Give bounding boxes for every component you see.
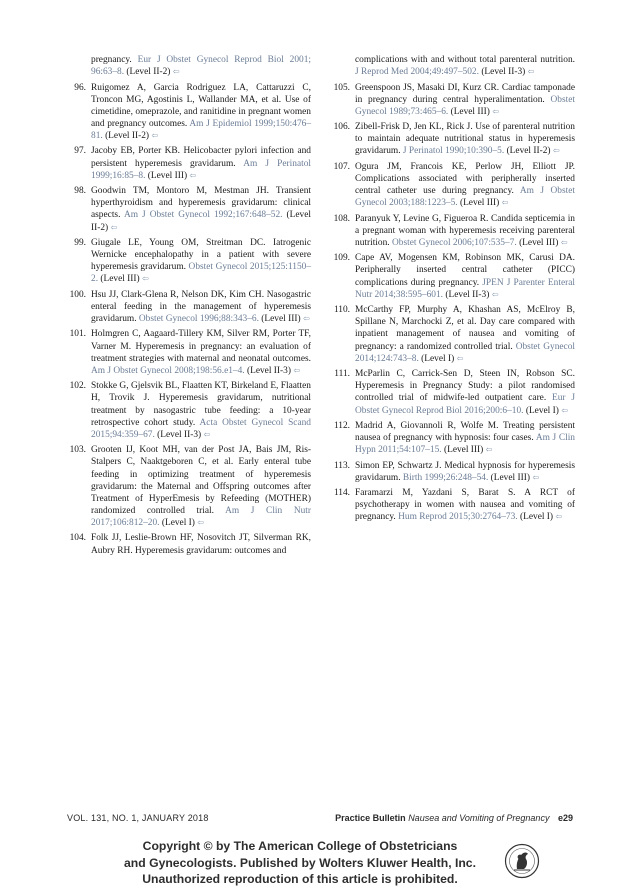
evidence-level: (Level I) [421, 353, 455, 364]
reference-number: 106. [333, 122, 350, 133]
reference-item [67, 237, 311, 286]
journal-citation-link[interactable]: Am J Epidemiol 1999;150:476–81. [91, 118, 312, 142]
journal-citation-link[interactable]: Obstet Gynecol 2006;107:535–7. [391, 237, 517, 248]
reference-column-left [67, 54, 311, 560]
back-arrow-icon[interactable]: ⇦ [302, 314, 310, 324]
journal-citation-link[interactable]: Am J Obstet Gynecol 2003;188:1223–5. [355, 186, 576, 209]
back-arrow-icon[interactable]: ⇦ [142, 274, 149, 284]
copyright-line-1: Copyright © by The American College of Obstetricians [142, 839, 458, 853]
reference-text: Hsu JJ, Clark-Glena R, Nelson DK, Kim CH. Nasogastric enteral feeding in the management of hyperemesis gravidarum. [91, 289, 311, 325]
reference-item [331, 487, 575, 523]
journal-citation-link[interactable]: Eur J Obstet Gynecol Reprod Biol 2001; 96:63–8. [91, 55, 311, 78]
footer-volume: VOL. 131, NO. 1, JANUARY 2018 [67, 813, 209, 823]
reference-text: Faramarzi M, Yazdani S, Barat S. A RCT of psychotherapy in women with nausea and vomiting of pregnancy. [355, 488, 575, 523]
journal-citation-link[interactable]: Eur J Obstet Gynecol Reprod Biol 2016;200:6–10. [355, 393, 576, 416]
reference-item [331, 460, 575, 484]
reference-text: Giugale LE, Young OM, Streitman DC. Iatrogenic Wernicke encephalopathy in a patient with severe hyperemesis gravidarum. [91, 237, 311, 273]
reference-item [67, 82, 311, 143]
back-arrow-icon[interactable]: ⇦ [492, 106, 499, 116]
evidence-level: (Level III) [519, 237, 559, 248]
journal-citation-link[interactable]: Hum Reprod 2015;30:2764–73. [398, 512, 518, 523]
reference-text: Holmgren C, Aagaard-Tillery KM, Silver RM, Porter TF, Varner M. Hyperemesis in pregnancy: an evaluation of treatment strategies with maternal and neonatal outcomes. [91, 329, 311, 364]
evidence-level: (Level II-3) [481, 67, 526, 78]
reference-text: Ruigomez A, Garcia Rodriguez LA, Cattaruzzi C, Troncon MG, Agostinis L, Wallander MA, et al. Use of cimetidine, omeprazole, and ranitidine in pregnant women and pregnancy outcomes. [91, 82, 311, 129]
reference-number: 109. [333, 253, 350, 264]
evidence-level: (Level II-3) [246, 365, 291, 376]
journal-citation-link[interactable]: J Reprod Med 2004;49:497–502. [355, 67, 479, 78]
back-arrow-icon[interactable]: ⇦ [532, 472, 540, 482]
journal-citation-link[interactable]: Obstet Gynecol 1989;73:465–6. [355, 94, 575, 117]
journal-citation-link[interactable]: Am J Clin Hypn 2011;54:107–15. [355, 433, 575, 456]
reference-number: 97. [74, 146, 86, 157]
journal-citation-link[interactable]: Birth 1999;26:248–54. [402, 472, 489, 483]
reference-number: 110. [333, 305, 350, 316]
reference-item [331, 161, 575, 210]
reference-text: Cape AV, Mogensen KM, Robinson MK, Carusi DA. Peripherally inserted central catheter (PICC) complications during pregnancy. [355, 253, 575, 288]
reference-item [331, 121, 575, 157]
reference-text: McParlin C, Carrick-Sen D, Steen IN, Robson SC. Hyperemesis in Pregnancy Study: a pilot randomised controlled trial of midwife-led outpatient care. [355, 369, 575, 404]
reference-item [67, 444, 311, 529]
back-arrow-icon[interactable]: ⇦ [293, 365, 301, 375]
reference-number: 113. [333, 460, 350, 471]
journal-citation-link[interactable]: Am J Perinatol 1999;16:85–8. [91, 158, 311, 181]
evidence-level: (Level III) [100, 274, 140, 285]
back-arrow-icon[interactable]: ⇦ [172, 67, 180, 77]
footer-topic: Nausea and Vomiting of Pregnancy [408, 813, 550, 823]
journal-citation-link[interactable]: Obstet Gynecol 2015;125:1150–2. [91, 262, 312, 285]
back-arrow-icon[interactable]: ⇦ [197, 518, 204, 528]
reference-text: Grooten IJ, Koot MH, van der Post JA, Bais JM, Ris-Stalpers C, Naaktgeboren C, et al. Early enteral tube feeding in optimizing treatment of hyperemesis gravidarum: the Maternal and Offspring outcomes after Treatment of HyperEmesis by Refeeding (MOTHER) randomized controlled trial. [91, 445, 311, 516]
reference-number: 108. [333, 213, 350, 224]
reference-number: 111. [334, 369, 350, 380]
reference-continuation [331, 54, 575, 78]
reference-number: 102. [69, 381, 86, 392]
reference-number: 104. [69, 533, 86, 544]
back-arrow-icon[interactable]: ⇦ [189, 170, 197, 180]
reference-text: Paranyuk Y, Levine G, Figueroa R. Candida septicemia in a pregnant woman with hyperemesis receiving parenteral nutrition. [355, 213, 575, 248]
footer-running-title [335, 813, 573, 823]
reference-item [67, 380, 311, 441]
reference-item [331, 304, 575, 365]
reference-text: Simon EP, Schwartz J. Medical hypnosis for hyperemesis gravidarum. [355, 460, 575, 483]
evidence-level: (Level III) [490, 472, 530, 483]
reference-text: Greenspoon JS, Masaki DI, Kurz CR. Cardiac tamponade in pregnancy during central hyperalimentation. [355, 82, 575, 105]
reference-text: Goodwin TM, Montoro M, Mestman JH. Transient hyperthyroidism and hyperemesis gravidarum: clinical aspects. [91, 186, 311, 221]
journal-citation-link[interactable]: JPEN J Parenter Enteral Nutr 2014;38:595–601. [355, 277, 575, 300]
journal-citation-link[interactable]: Acta Obstet Gynecol Scand 2015;94:359–67. [91, 417, 311, 440]
back-arrow-icon[interactable]: ⇦ [456, 353, 464, 363]
reference-text: Ogura JM, Francois KE, Perlow JH, Elliott JP. Complications associated with peripherally inserted central catheter use during pregnancy. [355, 161, 575, 197]
reference-text: Zibell-Frisk D, Jen KL, Rick J. Use of parenteral nutrition to maintain adequate nutritional status in hyperemesis gravidarum. [355, 122, 575, 157]
back-arrow-icon[interactable]: ⇦ [151, 131, 159, 141]
reference-item [331, 368, 575, 417]
back-arrow-icon[interactable]: ⇦ [527, 67, 535, 77]
back-arrow-icon[interactable]: ⇦ [560, 237, 568, 247]
evidence-level: (Level II-2) [126, 67, 171, 78]
journal-citation-link[interactable]: Am J Obstet Gynecol 1992;167:648–52. [123, 210, 283, 221]
journal-citation-link[interactable]: Obstet Gynecol 1996;88:343–6. [138, 314, 259, 325]
reference-number: 100. [69, 289, 86, 300]
copyright-line-3: Unauthorized reproduction of this article is prohibited. [142, 872, 458, 886]
back-arrow-icon[interactable]: ⇦ [491, 289, 499, 299]
reference-column-right [331, 54, 575, 527]
reference-text: pregnancy. [91, 55, 132, 65]
evidence-level: (Level III) [450, 106, 490, 117]
reference-number: 101. [69, 329, 86, 340]
reference-item [67, 532, 311, 556]
evidence-level: (Level III) [443, 445, 484, 456]
reference-item [67, 185, 311, 234]
copyright-notice [90, 838, 510, 888]
evidence-level: (Level II-2) [506, 146, 551, 157]
reference-item [331, 213, 575, 249]
footer-page-number: e29 [557, 813, 573, 823]
reference-text: McCarthy FP, Murphy A, Khashan AS, McElroy B, Spillane N, Marchocki Z, et al. Day care compared with inpatient management of nausea and vomiting of pregnancy: a randomized controlled trial. [355, 305, 575, 352]
reference-item [67, 328, 311, 377]
reference-item [331, 420, 575, 456]
reference-number: 103. [69, 445, 86, 456]
back-arrow-icon[interactable]: ⇦ [501, 198, 509, 208]
reference-number: 98. [74, 186, 86, 197]
evidence-level: (Level III) [459, 198, 500, 209]
reference-text: Madrid A, Giovannoli R, Wolfe M. Treating persistent nausea of pregnancy with hypnosis: four cases. [355, 420, 575, 444]
back-arrow-icon[interactable]: ⇦ [110, 222, 118, 232]
journal-citation-link[interactable]: Obstet Gynecol 2014;124:743–8. [355, 341, 575, 364]
reference-number: 96. [74, 82, 86, 93]
evidence-level: (Level I) [520, 512, 554, 523]
reference-continuation [67, 54, 311, 78]
back-arrow-icon[interactable]: ⇦ [485, 445, 493, 455]
evidence-level: (Level III) [147, 170, 188, 181]
reference-text: Folk JJ, Leslie-Brown HF, Nosovitch JT, Silverman RK, Aubry RH. Hyperemesis gravidarum: outcomes and [91, 533, 311, 556]
reference-number: 105. [333, 82, 350, 93]
reference-item [331, 252, 575, 301]
back-arrow-icon[interactable]: ⇦ [555, 512, 563, 522]
back-arrow-icon[interactable]: ⇦ [203, 429, 211, 439]
reference-number: 114. [333, 488, 350, 499]
evidence-level: (Level II-2) [105, 131, 150, 142]
reference-item [67, 289, 311, 325]
back-arrow-icon[interactable]: ⇦ [561, 405, 568, 415]
evidence-level: (Level I) [525, 405, 559, 416]
reference-text: Stokke G, Gjelsvik BL, Flaatten KT, Birkeland E, Flaatten H, Trovik J. Hyperemesis gravidarum, nutritional treatment by nasogastric tube feeding: a 10-year retrospective cohort study. [91, 381, 311, 428]
evidence-level: (Level III) [261, 314, 301, 325]
reference-item [67, 145, 311, 181]
acog-seal-icon [504, 843, 540, 879]
evidence-level: (Level II-3) [157, 429, 202, 440]
copyright-line-2: and Gynecologists. Published by Wolters Kluwer Health, Inc. [124, 855, 476, 870]
reference-text: Jacoby EB, Porter KB. Helicobacter pylori infection and persistent hyperemesis gravidarum. [91, 146, 311, 169]
reference-number: 107. [333, 161, 350, 172]
reference-number: 112. [333, 420, 350, 431]
reference-number: 99. [74, 237, 86, 248]
reference-item [331, 82, 575, 118]
journal-citation-link[interactable]: Am J Clin Nutr 2017;106:812–20. [91, 505, 312, 529]
back-arrow-icon[interactable]: ⇦ [552, 146, 560, 156]
reference-text: complications with and without total parenteral nutrition. [355, 55, 575, 65]
evidence-level: (Level II-3) [445, 289, 490, 300]
journal-citation-link[interactable]: Am J Obstet Gynecol 2008;198:56.e1–4. [91, 365, 245, 376]
evidence-level: (Level I) [161, 518, 195, 529]
journal-citation-link[interactable]: J Perinatol 1990;10:390–5. [402, 146, 505, 157]
evidence-level: (Level II-2) [91, 210, 311, 233]
footer-series: Practice Bulletin [335, 813, 406, 823]
